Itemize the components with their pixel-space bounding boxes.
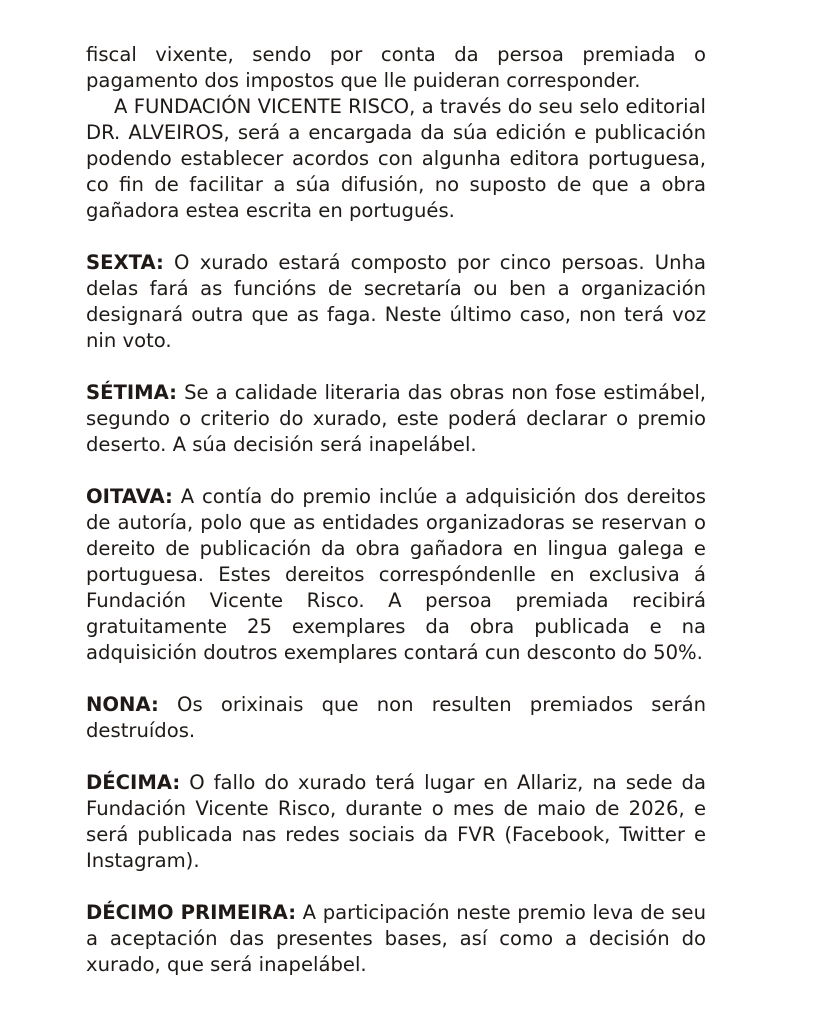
- section-sexta: [86, 250, 706, 354]
- section-heading: SEXTA:: [86, 251, 164, 274]
- section-setima: [86, 380, 706, 458]
- section-nona: [86, 692, 706, 744]
- section-heading: DÉCIMA:: [86, 771, 181, 794]
- document-page: [86, 42, 706, 978]
- section-oitava: [86, 484, 706, 666]
- section-text: Os orixinais que non resulten premiados serán destruídos.: [86, 693, 706, 742]
- intro-continuation-paragraph: fiscal vixente, sendo por conta da persoa premiada o pagamento dos impostos que lle puideran corresponder.: [86, 43, 706, 92]
- section-heading: NONA:: [86, 693, 159, 716]
- section-decima: [86, 770, 706, 874]
- intro-edition-paragraph: A FUNDACIÓN VICENTE RISCO, a través do seu selo editorial DR. ALVEIROS, será a encargada da súa edición e publicación podendo establecer acordos con algunha editora portuguesa, co fin de facilitar a súa difusión, no suposto de que a obra gañadora estea escrita en portugués.: [86, 95, 706, 222]
- section-text: A participación neste premio leva de seu a aceptación das presentes bases, así como a decisión do xurado, que será inapelábel.: [86, 901, 706, 976]
- section-text: O xurado estará composto por cinco persoas. Unha delas fará as funcións de secretaría ou ben a organización designará outra que as faga. Neste último caso, non terá voz nin voto.: [86, 251, 706, 352]
- section-heading: SÉTIMA:: [86, 381, 178, 404]
- section-text: O fallo do xurado terá lugar en Allariz, na sede da Fundación Vicente Risco, durante o mes de maio de 2026, e será publicada nas redes sociais da FVR (Facebook, Twitter e Instagram).: [86, 771, 706, 872]
- section-decimo-primeira: [86, 900, 706, 978]
- section-heading: DÉCIMO PRIMEIRA:: [86, 901, 297, 924]
- section-heading: OITAVA:: [86, 485, 173, 508]
- section-text: A contía do premio inclúe a adquisición dos dereitos de autoría, polo que as entidades organizadoras se reservan o dereito de publicación da obra gañadora en lingua galega e portuguesa. Estes dereitos correspóndenlle en exclusiva á Fundación Vicente Risco. A persoa premiada recibirá gratuitamente 25 exemplares da obra publicada e na adquisición doutros exemplares contará cun desconto do 50%.: [86, 485, 706, 664]
- section-text: Se a calidade literaria das obras non fose estimábel, segundo o criterio do xurado, este poderá declarar o premio deserto. A súa decisión será inapelábel.: [86, 381, 707, 456]
